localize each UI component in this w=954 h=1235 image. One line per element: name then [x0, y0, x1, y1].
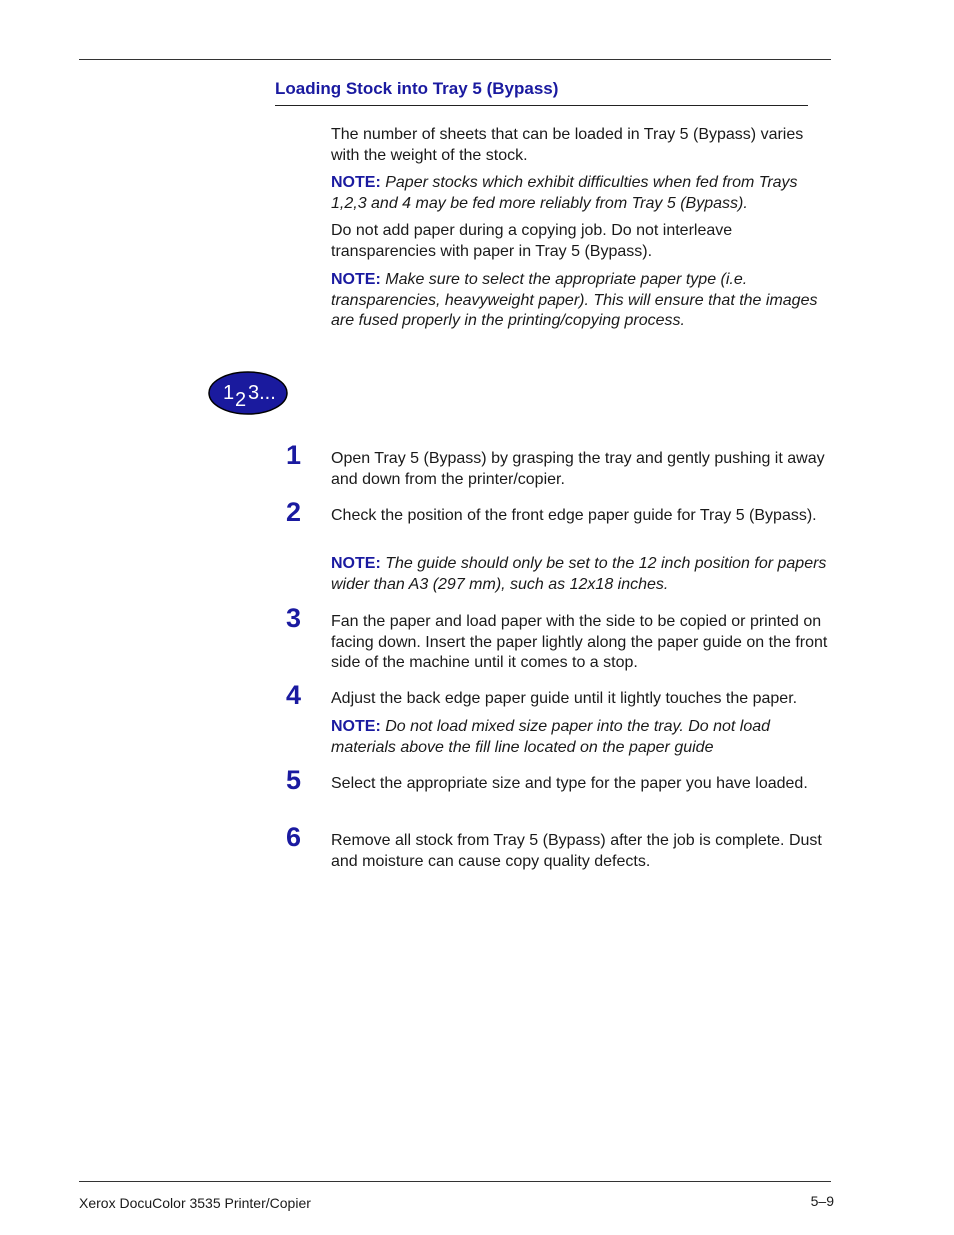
intro-note-2	[331, 270, 836, 332]
step-text-6: Remove all stock from Tray 5 (Bypass) after the job is complete. Dust and moisture can cause copy quality defects.	[331, 832, 822, 870]
step-number-5: 5	[286, 765, 302, 795]
step-number-6: 6	[286, 822, 302, 852]
intro-paragraph-2	[331, 221, 836, 262]
note-label: NOTE:	[331, 555, 381, 572]
step-text-5: Select the appropriate size and type for the paper you have loaded.	[331, 775, 808, 792]
note-text: The guide should only be set to the 12 inch position for papers wider than A3 (297 mm), such as 12x18 inches.	[331, 555, 827, 593]
step-text-1: Open Tray 5 (Bypass) by grasping the tray and gently pushing it away and down from the printer/copier.	[331, 450, 825, 488]
badge-digit-2: 2	[235, 389, 247, 411]
title-underline	[275, 105, 808, 106]
note-label: NOTE:	[331, 174, 381, 191]
procedure-steps-icon	[208, 371, 288, 415]
step-text-4: Adjust the back edge paper guide until it lightly touches the paper.	[331, 690, 798, 707]
step-number-4: 4	[286, 680, 302, 710]
bottom-rule	[79, 1181, 831, 1182]
page-number: 5–9	[810, 1193, 834, 1209]
section-title: Loading Stock into Tray 5 (Bypass)	[275, 79, 559, 98]
step-number-2: 2	[286, 497, 302, 527]
badge-digit-3: 3...	[248, 382, 276, 404]
step-number-1: 1	[286, 440, 302, 470]
note-text: Make sure to select the appropriate paper type (i.e. transparencies, heavyweight paper). This will ensure that the images are fused properly in the printing/copying process.	[331, 271, 818, 329]
badge-digit-1: 1	[223, 382, 235, 404]
intro-note-1	[331, 173, 836, 214]
intro-text-2: Do not add paper during a copying job. Do not interleave transparencies with paper in Tray 5 (Bypass).	[331, 222, 733, 260]
step-number-3: 3	[286, 603, 302, 633]
step-text-2: Check the position of the front edge paper guide for Tray 5 (Bypass).	[331, 507, 817, 524]
step-note-4	[331, 717, 836, 758]
note-text: Paper stocks which exhibit difficulties when fed from Trays 1,2,3 and 4 may be fed more reliably from Tray 5 (Bypass).	[331, 174, 798, 212]
intro-text-1: The number of sheets that can be loaded in Tray 5 (Bypass) varies with the weight of the stock.	[331, 126, 804, 164]
top-rule	[79, 59, 831, 60]
step-note-2	[331, 554, 836, 595]
note-text: Do not load mixed size paper into the tray. Do not load materials above the fill line located on the paper guide	[331, 718, 771, 756]
note-label: NOTE:	[331, 718, 381, 735]
intro-paragraph-1	[331, 125, 836, 166]
note-label: NOTE:	[331, 271, 381, 288]
step-text-3: Fan the paper and load paper with the side to be copied or printed on facing down. Insert the paper lightly along the paper guide on the front side of the machine until it comes to a stop.	[331, 613, 828, 671]
footer-title: Xerox DocuColor 3535 Printer/Copier	[79, 1195, 311, 1211]
